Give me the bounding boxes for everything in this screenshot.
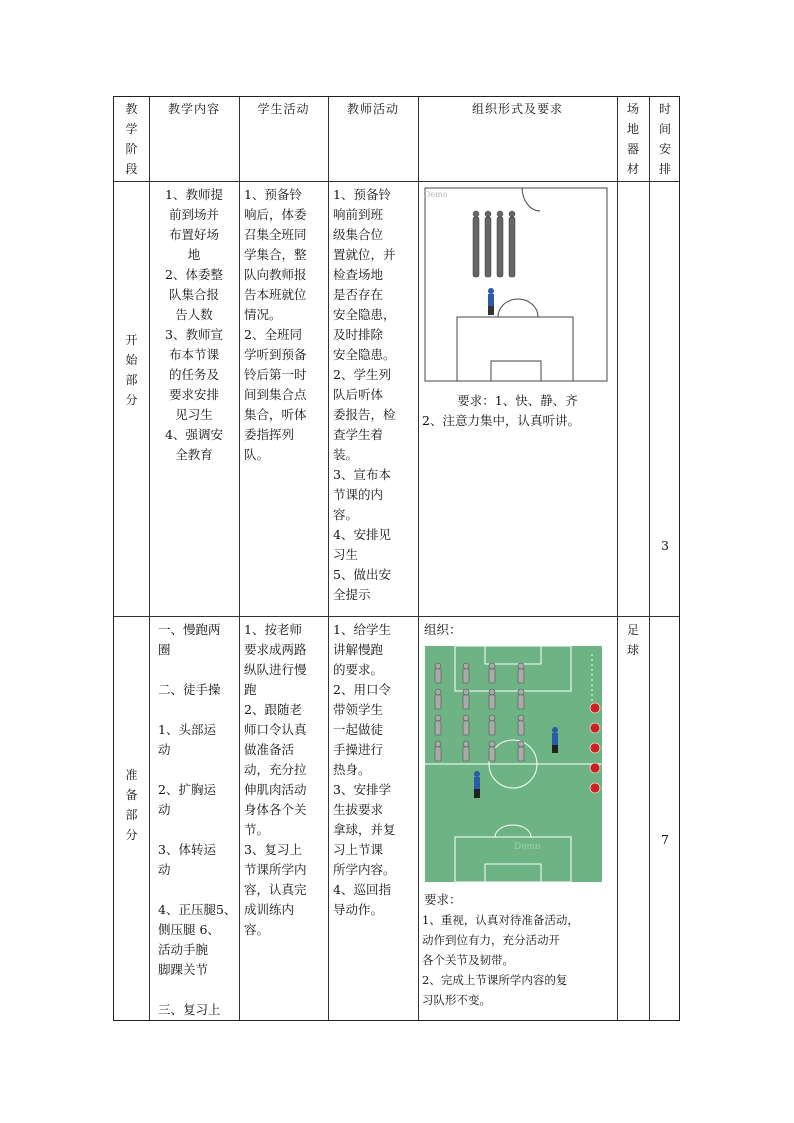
header-equip: 场 地 器 材 (626, 102, 639, 176)
header-teacher: 教师活动 (346, 102, 399, 116)
player-column (473, 211, 479, 277)
start-requirement-2: 2、注意力集中，认真听讲。 (422, 413, 580, 428)
prep-student: 1、按老师 要求成两路 纵队进行慢 跑 2、跟随老 师口令认真 做准备活 动，充分拉 伸肌肉活动 身体各个关 节。 3、复习上 节课所学内 容，认真完 成训练内 容。 (244, 622, 307, 937)
col-divider (617, 97, 618, 1020)
prep-req-text: 1、重视，认真对待准备活动， 动作到位有力，充分活动开 各个关节及韧带。 2、完成上节课所学内容的复 习队形不变。 (422, 913, 579, 1007)
player-column (509, 211, 515, 277)
player-column (497, 211, 503, 277)
start-field-diagram (424, 187, 608, 382)
prep-org-label: 组织： (424, 622, 462, 637)
prep-content: 一、慢跑两 圈 二、徒手操 1、头部运 动 2、扩胸运 动 3、体转运 动 4、正压腿5、 侧压腿 6、 活动手腕 脚踝关节 三、复习上 (158, 622, 237, 1017)
header-student: 学生活动 (257, 102, 310, 116)
col-divider (328, 97, 329, 1020)
start-student: 1、预备铃 响后，体委 召集全班同 学集合，整 队向教师报 告本班就位 情况。 2、全班同 学听到预备 铃后第一时 间到集合点 集合，听体 委指挥列 队。 (244, 187, 307, 462)
row-divider (114, 181, 679, 182)
start-teacher: 1、预备铃 响前到班 级集合位 置就位，并 检查场地 是否存在 安全隐患， 及时排除 安全隐患。 2、学生列 队后听体 委报告，检 查学生着 装。 3、宣布本 节课的内 容。 4、安排见 习生 5、做出安 全提示 (333, 187, 396, 602)
start-requirement-1: 要求：1、快、静、齐 (457, 393, 578, 408)
prep-equip: 足 球 (626, 623, 639, 657)
watermark: Demo (424, 190, 448, 199)
row-divider (114, 616, 679, 617)
header-content: 教学内容 (167, 102, 220, 116)
prep-req-label: 要求： (424, 892, 462, 907)
lesson-plan-table (113, 96, 680, 1021)
player-column (485, 211, 491, 277)
prep-time: 7 (661, 832, 669, 847)
col-divider (418, 97, 419, 1020)
header-time: 时 间 安 排 (658, 102, 671, 176)
col-divider (239, 97, 240, 1020)
header-org: 组织形式及要求 (471, 102, 563, 116)
teacher-figure (488, 288, 494, 315)
prep-teacher: 1、给学生 讲解慢跑 的要求。 2、用口令 带领学生 一起做徒 手操进行 热身。 3、安排学 生拔要求 拿球，并复 习上节课 所学内容。 4、巡回指 导动作。 (333, 622, 396, 917)
start-time: 3 (661, 538, 669, 553)
col-divider (649, 97, 650, 1020)
start-stage: 开 始 部 分 (125, 333, 138, 407)
header-stage: 教 学 阶 段 (125, 102, 138, 176)
prep-stage: 准 备 部 分 (125, 768, 138, 842)
start-content: 1、教师提 前到场并 布置好场 地 2、体委整 队集合报 告人数 3、教师宣 布本节课 的任务及 要求安排 见习生 4、强调安 全教育 (165, 187, 223, 462)
watermark: Demo (514, 842, 541, 852)
